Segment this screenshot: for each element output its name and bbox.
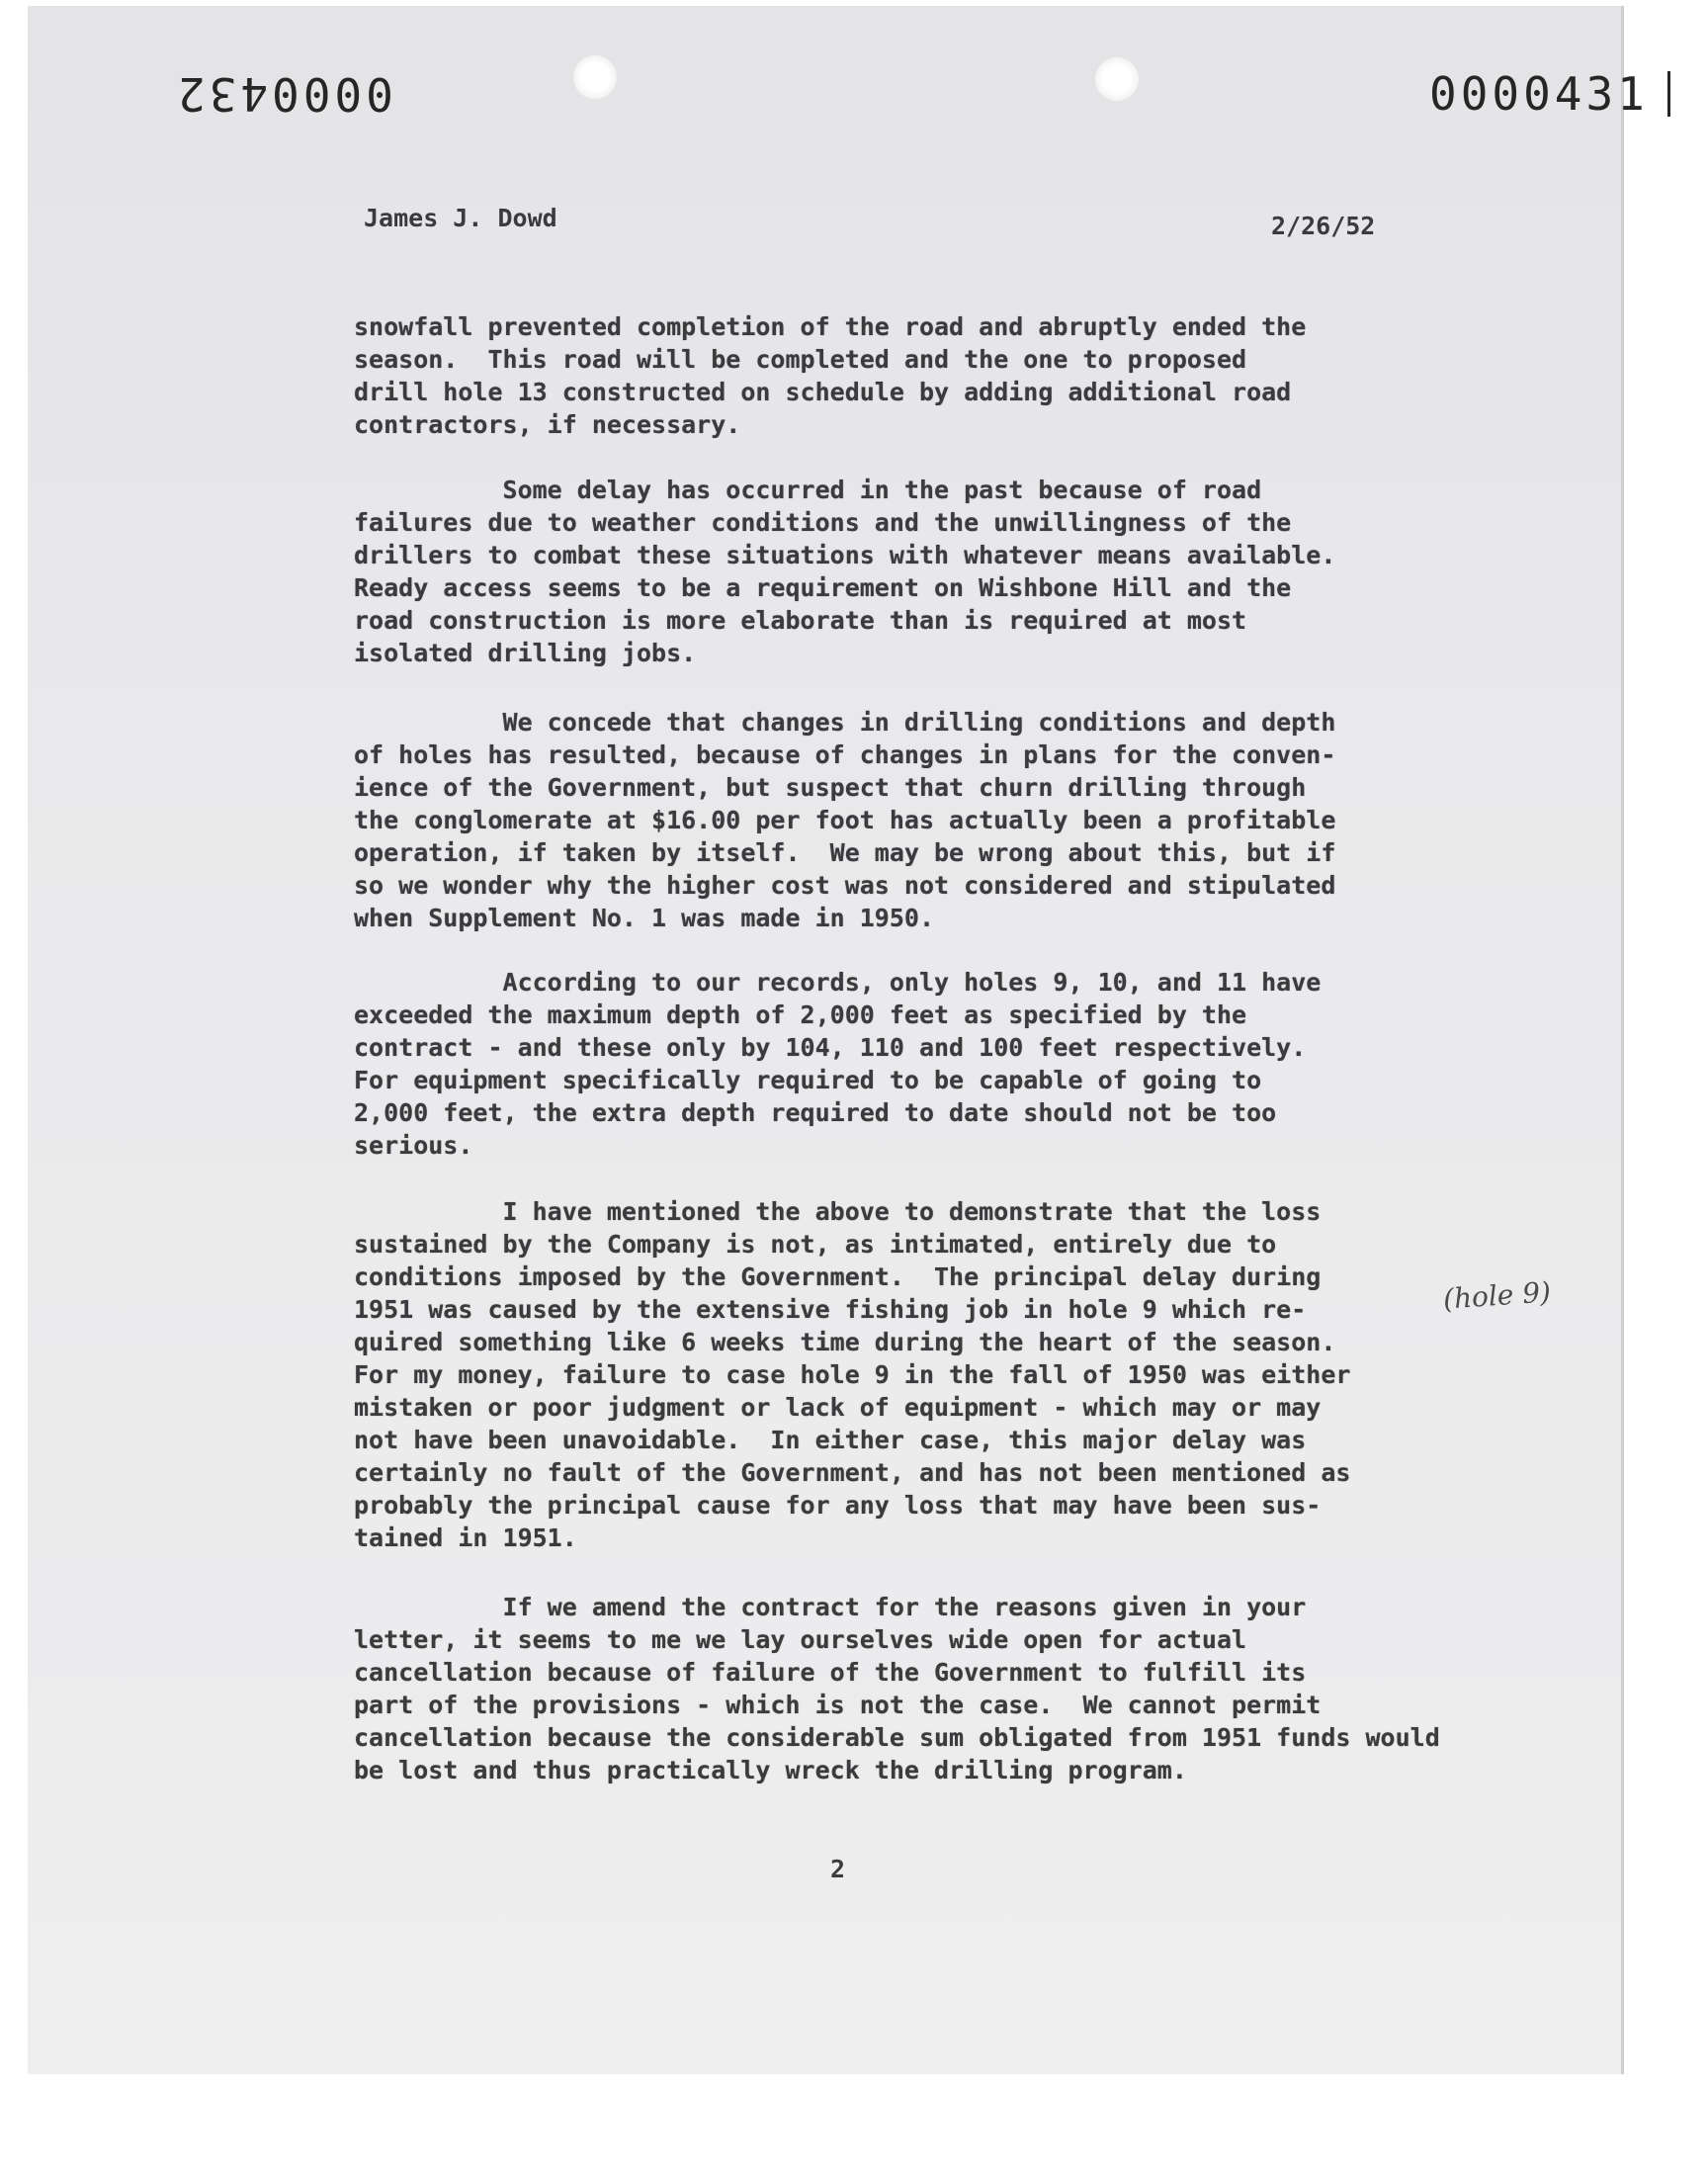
letter-date: 2/26/52: [1271, 212, 1376, 240]
bates-stamp-right: 0000431: [1429, 67, 1649, 121]
paragraph-3: We concede that changes in drilling conditions and depth of holes has resulted, because of changes in plans for the conven- ience of the Government, but suspect that churn drilling through the conglomerate at $16.00 per foot has actually been a profitable operation, if taken by itself. We may be wrong about this, but if so we wonder why the higher cost was not considered and stipulated when Supplement No. 1 was made in 1950.: [354, 708, 1336, 932]
page-number: 2: [830, 1855, 846, 1883]
punch-hole-left: [573, 55, 617, 99]
paragraph-2: Some delay has occurred in the past because of road failures due to weather conditions and the unwillingness of the drillers to combat these situations with whatever means available. Ready access seems to be a requirement on Wishbone Hill and the road construction is more elaborate than is required at most isolated drilling jobs.: [354, 476, 1336, 667]
paragraph-1: snowfall prevented completion of the road and abruptly ended the season. This road will be completed and the one to proposed drill hole 13 constructed on schedule by adding additional road contractors, if necessary.: [354, 312, 1307, 439]
paragraph-5: I have mentioned the above to demonstrate that the loss sustained by the Company is not, as intimated, entirely due to conditions imposed by the Government. The principal delay during 1951 was caused by the extensive fishing job in hole 9 which re- quired something like 6 weeks time during the heart of the season. For my money, failure to case hole 9 in the fall of 1950 was either mistaken or poor judgment or lack of equipment - which may or may not have been unavoidable. In either case, this major delay was certainly no fault of the Government, and has not been mentioned as probably the principal cause for any loss that may have been sus- tained in 1951.: [354, 1197, 1351, 1552]
handwritten-margin-note: (hole 9): [1441, 1275, 1553, 1316]
bates-stamp-left: 0000432: [174, 67, 393, 121]
paragraph-4: According to our records, only holes 9, 10, and 11 have exceeded the maximum depth of 2,000 feet as specified by the contract - and these only by 104, 110 and 100 feet respectively. For equipment specifically required to be capable of going to 2,000 feet, the extra depth required to date should not be too serious.: [354, 968, 1322, 1160]
punch-hole-right: [1095, 57, 1139, 101]
letter-recipient: James J. Dowd: [364, 204, 557, 232]
paragraph-6: If we amend the contract for the reasons given in your letter, it seems to me we lay ourselves wide open for actual cancellation because of failure of the Government to fulfill its part of the provisions - which is not the case. We cannot permit cancellation because the considerable sum obligated from 1951 funds would be lost and thus practically wreck the drilling program.: [354, 1593, 1440, 1784]
document-page: [28, 6, 1649, 2074]
